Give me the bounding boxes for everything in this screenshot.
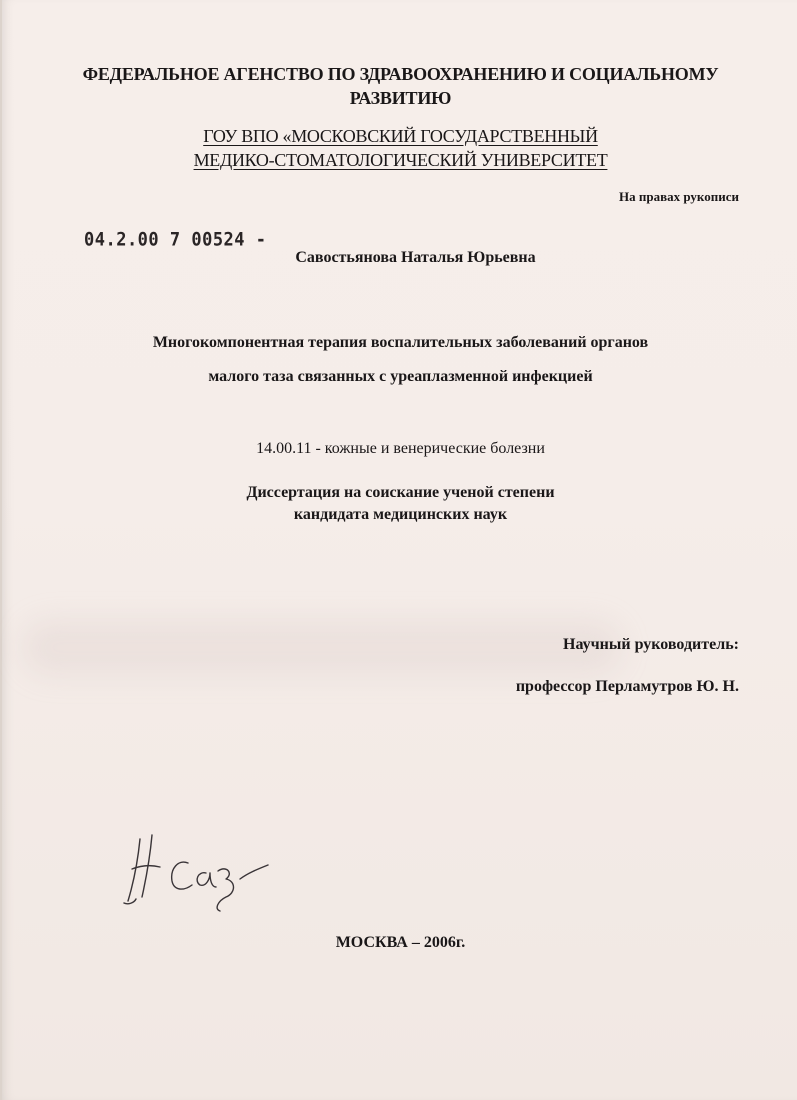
agency-name-line1: ФЕДЕРАЛЬНОЕ АГЕНСТВО ПО ЗДРАВООХРАНЕНИЮ И СОЦИАЛЬНОМУ: [82, 64, 719, 84]
dissertation-title-line1: Многокомпонентная терапия воспалительных заболеваний органов: [152, 334, 649, 351]
manuscript-rights-note: На правах рукописи: [619, 189, 739, 204]
handwritten-signature: [114, 825, 274, 915]
supervisor-name: профессор Перламутров Ю. Н.: [515, 678, 739, 695]
agency-name-line2: РАЗВИТИЮ: [349, 88, 452, 108]
university-name-line1: ГОУ ВПО «МОСКОВСКИЙ ГОСУДАРСТВЕННЫЙ: [203, 126, 598, 146]
specialty-code: 14.00.11 - кожные и венерические болезни: [256, 440, 545, 457]
scan-smudge: [22, 620, 622, 675]
degree-line1: Диссертация на соискание ученой степени: [246, 484, 555, 501]
inventory-number-stamp: 04.2.00 7 00524 -: [84, 229, 267, 251]
author-name: Савостьянова Наталья Юрьевна: [295, 249, 536, 266]
supervisor-label: Научный руководитель:: [563, 636, 739, 653]
city-year: МОСКВА – 2006г.: [335, 934, 466, 951]
degree-line2: кандидата медицинских наук: [293, 506, 508, 523]
dissertation-title-line2: малого таза связанных с уреаплазменной инфекцией: [208, 368, 593, 385]
university-name-line2: МЕДИКО-СТОМАТОЛОГИЧЕСКИЙ УНИВЕРСИТЕТ: [193, 150, 608, 170]
